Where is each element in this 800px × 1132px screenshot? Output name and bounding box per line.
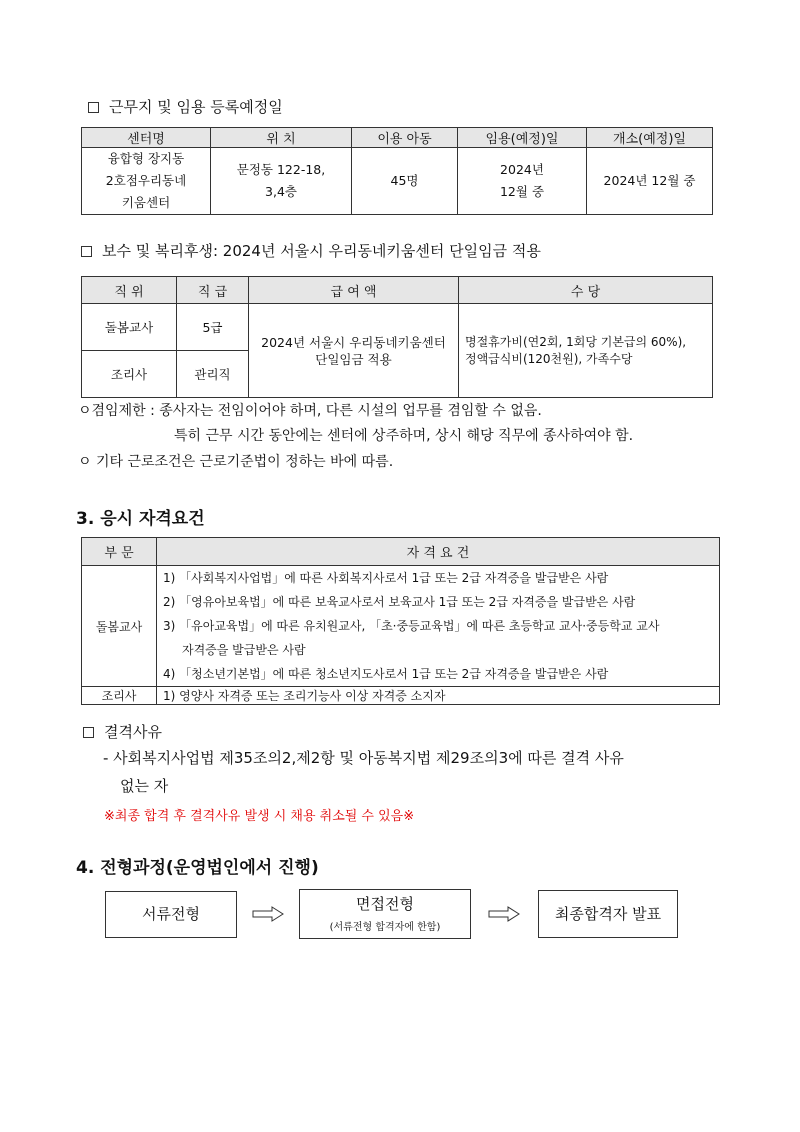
note-labor-conditions: ㅇ 기타 근로조건은 근로기준법이 정하는 바에 따름. <box>78 454 394 470</box>
step-interview: 면접전형 (서류전형 합격자에 한함) <box>299 889 471 939</box>
requirement-item: 1) 영양사 자격증 또는 조리기능사 이상 자격증 소지자 <box>157 687 720 705</box>
position-cell: 돌봄교사 <box>82 304 177 351</box>
requirement-item: 3) 「유아교육법」에 따른 유치원교사, 「초·중등교육법」에 따른 초등학교 교사·중등학교 교사 <box>163 619 660 633</box>
col-header: 직 위 <box>82 277 177 304</box>
table-header-row <box>82 128 713 148</box>
col-header: 부 문 <box>82 538 157 566</box>
disqualification-heading: 결격사유 <box>83 721 162 742</box>
requirement-item-continued: 자격증을 발급받은 사람 <box>182 643 306 657</box>
col-header: 자 격 요 건 <box>157 538 720 566</box>
table-row <box>82 148 713 215</box>
requirements-cell <box>157 566 720 687</box>
checkbox-square-icon <box>83 727 94 738</box>
step-document-screening: 서류전형 <box>105 891 237 938</box>
requirement-item: 4) 「청소년기본법」에 따른 청소년지도사로서 1급 또는 2급 자격증을 발급받은 사람 <box>163 667 609 681</box>
children-cell: 45명 <box>352 148 458 215</box>
allowance-cell: 명절휴가비(연2회, 1회당 기본급의 60%), 정액급식비(120천원), 가족수당 <box>459 304 713 398</box>
pay-table <box>81 276 713 398</box>
location-table <box>81 127 713 215</box>
col-header: 임용(예정)일 <box>458 128 587 148</box>
disqualification-line-continued: 없는 자 <box>120 777 169 795</box>
position-cell: 조리사 <box>82 351 177 398</box>
appointment-cell: 2024년 12월 중 <box>458 148 587 215</box>
opening-cell: 2024년 12월 중 <box>587 148 713 215</box>
step-interview-note: (서류전형 합격자에 한함) <box>329 922 441 933</box>
requirement-item: 2) 「영유아보육법」에 따른 보육교사로서 보육교사 1급 또는 2급 자격증을 발급받은 사람 <box>163 595 636 609</box>
table-header-row <box>82 538 720 566</box>
location-cell: 문정동 122-18, 3,4층 <box>211 148 352 215</box>
table-row <box>82 566 720 687</box>
arrow-right-icon <box>252 906 284 922</box>
table-row <box>82 687 720 705</box>
center-name-cell: 융합형 장지동 2호점우리동네 키움센터 <box>82 148 211 215</box>
col-header: 위 치 <box>211 128 352 148</box>
section-process-title: 4. 전형과정(운영법인에서 진행) <box>76 858 319 878</box>
requirement-item: 1) 「사회복지사업법」에 따른 사회복지사로서 1급 또는 2급 자격증을 발급받은 사람 <box>163 571 609 585</box>
grade-cell: 관리직 <box>177 351 249 398</box>
salary-cell: 2024년 서울시 우리동네키움센터 단일임금 적용 <box>249 304 459 398</box>
table-row <box>82 304 713 351</box>
section-pay-heading: 보수 및 복리후생: 2024년 서울시 우리동네키움센터 단일임금 적용 <box>81 240 541 261</box>
col-header: 개소(예정)일 <box>587 128 713 148</box>
col-header: 직 급 <box>177 277 249 304</box>
section-qualifications-title: 3. 응시 자격요건 <box>76 509 205 529</box>
section-location-heading: 근무지 및 임용 등록예정일 <box>88 96 283 117</box>
cancellation-warning: ※최종 합격 후 결격사유 발생 시 채용 취소될 수 있음※ <box>104 809 415 824</box>
step-final-announcement: 최종합격자 발표 <box>538 890 678 938</box>
dept-cell: 돌봄교사 <box>82 566 157 687</box>
col-header: 센터명 <box>82 128 211 148</box>
note-concurrent-detail: 특히 근무 시간 동안에는 센터에 상주하며, 상시 해당 직무에 종사하여야 함. <box>174 428 634 444</box>
disqualification-line: - 사회복지사업법 제35조의2,제2항 및 아동복지법 제29조의3에 따른 결격 사유 <box>103 749 624 767</box>
dept-cell: 조리사 <box>82 687 157 705</box>
col-header: 수 당 <box>459 277 713 304</box>
col-header: 이용 아동 <box>352 128 458 148</box>
table-header-row <box>82 277 713 304</box>
grade-cell: 5급 <box>177 304 249 351</box>
note-concurrent-restriction: ㅇ겸임제한 : 종사자는 전임이어야 하며, 다른 시설의 업무를 겸임할 수 없음. <box>78 403 542 419</box>
qualifications-table <box>81 537 720 705</box>
arrow-right-icon <box>488 906 520 922</box>
checkbox-square-icon <box>81 246 92 257</box>
col-header: 급 여 액 <box>249 277 459 304</box>
checkbox-square-icon <box>88 102 99 113</box>
